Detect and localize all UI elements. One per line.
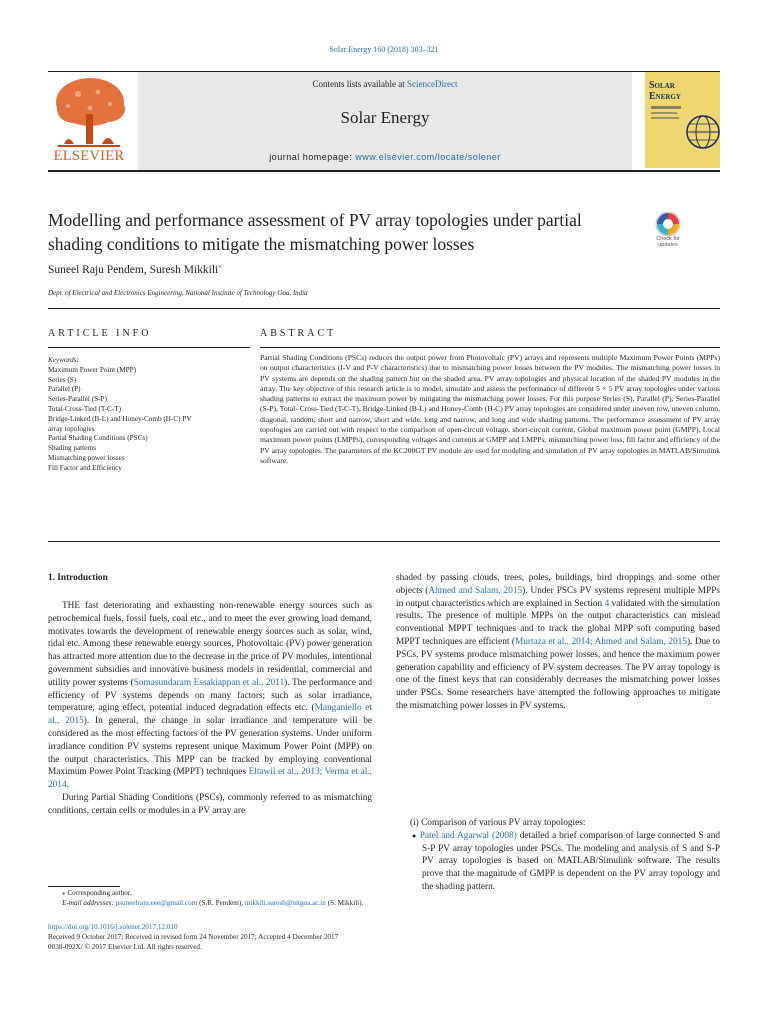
footnotes — [48, 888, 648, 908]
abstract-text: Partial Shading Conditions (PSCs) reduces the output power from Photovoltaic (PV) arrays and represents multiple Maximum Power Points (MPPs) on output characteristics (I-V and P-V characteristics) due to mismatching power losses between the PV modules. The mismatching power losses in PV systems are depends on the shading pattern but on the shaded area, PV array topologies and physical location of the shaded PV modules in the array. The key objective of this research article is to model, simulate and assess the performance of different 5 × 5 PV array topologies under various shading patterns to extract the maximum power by mitigating the mismatching power losses. For this purpose Series (S), Parallel (P), Series-Parallel (S-P), Total- Cross-Tied (T-C-T), Bridge-Linked (B-L) and Honey-Comb (H-C) PV array topologies are considered under uneven row, uneven column, diagonal, random, short and narrow, short and wide, long and narrow, and long and wide shading patterns. The performance assessment of PV array topologies are carried out with respect to the comparison of open-circuit voltage, short-circuit current, Global maximum power point (GMPP), Local maximum power points (LMPPs), corresponding voltages and currents at GMPP and LMPPs, mismatching power loss, fill factor and efficiency of the PV array topologies. The parameters of the KC200GT PV module are used for modeling and simulation of PV array topologies in MATLAB/Simulink software. — [260, 353, 720, 465]
crossmark-label — [645, 236, 691, 248]
email-link[interactable]: psuneelraju.eee@gmail.com — [115, 899, 198, 907]
authors-names: Suneel Raju Pendem, Suresh Mikkili — [48, 263, 219, 276]
keywords-label: Keywords: — [48, 356, 79, 364]
author-list — [48, 262, 222, 276]
abstract-heading: ABSTRACT — [260, 328, 337, 339]
article-info-heading: ARTICLE INFO — [48, 328, 152, 339]
homepage-prefix: journal homepage: — [269, 152, 356, 162]
homepage-link[interactable]: www.elsevier.com/locate/solener — [355, 152, 501, 162]
keyword: Fill Factor and Efficiency — [48, 463, 122, 472]
header-bottom-rule — [48, 170, 720, 172]
text: ). Under PSCs PV systems represent multiple MPPs in output characteristics which are explained in Section — [396, 585, 720, 609]
journal-citation[interactable]: Solar Energy 160 (2018) 303–321 — [329, 45, 439, 54]
paragraph: During Partial Shading Conditions (PSCs), commonly referred to as mismatching conditions, certain cells or modules in a PV array are — [48, 792, 372, 816]
keyword: Series-Parallel (S-P) — [48, 395, 107, 404]
body-column-right — [396, 572, 720, 713]
contents-prefix: Contents lists available at — [312, 79, 407, 89]
paragraph — [48, 600, 372, 792]
text: ). The performance and efficiency of PV systems depends on many factors; such as solar irradiance, temperature, aging effect, potential induced degradation effects etc. ( — [48, 677, 373, 714]
body-column-left — [48, 600, 372, 818]
corresponding-author-mark[interactable]: ⁎ — [218, 262, 222, 270]
copyright: 0038-092X/ © 2017 Elsevier Ltd. All rights reserved. — [48, 943, 202, 951]
journal-title: Solar Energy — [340, 108, 430, 127]
keyword: Shading patterns — [48, 444, 97, 453]
section-link[interactable]: 4 — [604, 598, 610, 609]
received-dates: Received 9 October 2017; Received in revised form 24 November 2017; Accepted 4 December 2017 — [48, 933, 339, 941]
publisher-logo-text: ELSEVIER — [53, 148, 125, 164]
cover-title — [649, 80, 681, 102]
keyword: array topologies — [48, 424, 95, 433]
reference-link[interactable]: Manganiello et al., 2015 — [48, 703, 372, 727]
cover-title-line-2: Energy — [649, 91, 681, 102]
reference-link[interactable]: Patel and Agarwal (2008) — [419, 830, 517, 841]
text: shaded by passing clouds, trees, poles, buildings, bird droppings and some other objects ( — [396, 573, 720, 596]
text: ⁎ — [62, 889, 66, 897]
text: Corresponding author. — [65, 889, 132, 897]
text: . — [66, 780, 69, 791]
keyword: Parallel (P) — [48, 385, 81, 394]
divider — [48, 308, 720, 309]
text: ). Due to PSCs, PV systems produce mismatching power losses, and hence the maximum power generation capability and efficiency of PV system decreases. The PV array topology is one of the finest keys that can considerably decreases the mismatching power losses under PSCs. Some researchers have attempted the following approaches to mitigate the mismatching power losses in PV systems. — [396, 636, 721, 711]
cover-globe-icon — [645, 102, 720, 168]
keyword: Maximum Power Point (MPP) — [48, 365, 137, 374]
bullet-icon: ● — [412, 831, 417, 840]
crossmark-icon[interactable] — [651, 211, 685, 257]
reference-link[interactable]: Murtaza et al., 2014; Ahmed and Salam, 2015 — [515, 636, 687, 647]
divider — [48, 541, 720, 542]
reference-link[interactable]: Ahmed and Salam, 2015 — [428, 585, 523, 596]
title-line-1: Modelling and performance assessment of PV array topologies under partial — [48, 210, 582, 230]
crossmark-line-2: updates — [658, 242, 678, 248]
text: validated with the simulation results. The presence of multiple MPPs on the output characteristics can mislead conventional MPPT techniques and to track the global MPP soft computing based MPPT techniques are efficient ( — [396, 598, 720, 647]
corresponding-author-note — [48, 888, 648, 898]
crossmark-line-1: Check for — [656, 236, 680, 242]
list-heading: (i) Comparison of various PV array topologies: — [410, 818, 586, 828]
topology-list — [396, 817, 720, 894]
keyword: Mismatching power losses — [48, 453, 125, 462]
keyword: Series (S) — [48, 375, 77, 384]
divider — [260, 347, 720, 348]
list-item — [396, 830, 720, 894]
keywords-list — [48, 356, 254, 474]
section-heading: 1. Introduction — [48, 573, 108, 583]
reference-link[interactable]: Eltawil et al., 2013; Verma et al., 2014 — [48, 767, 372, 791]
keyword: Total-Cross-Tied (T-C-T) — [48, 404, 122, 413]
footnote-rule — [48, 886, 120, 887]
sciencedirect-link[interactable]: ScienceDirect — [407, 79, 458, 89]
journal-homepage-line — [138, 152, 632, 162]
affiliation: Dept. of Electrical and Electronics Engineering, National Institute of Technology Goa, India — [48, 289, 308, 297]
title-line-2: shading conditions to mitigate the mismatching power losses — [48, 234, 475, 254]
text: E-mail addresses: — [62, 899, 116, 907]
contents-line — [138, 79, 632, 89]
text: (S.R. Pendem), — [197, 899, 245, 907]
text: THE fast deteriorating and exhausting non-renewable energy sources such as petrochemical fuels, fossil fuels, coal etc., and to meet the ever growing load demand, motivates towards the development of renewable energy sources such as solar, wind, tidal etc. Among these renewable energy sources, Photovoltaic (PV) power generation has attracted more attention due to the decrease in the price of PV modules, intentional government subsidies and innovative business models in residential, commercial and utility power systems ( — [48, 601, 372, 688]
publication-info — [48, 922, 648, 952]
text: (S. Mikkili). — [325, 899, 364, 907]
journal-cover-image[interactable] — [645, 72, 720, 168]
email-link[interactable]: mikkili.suresh@nitgoa.ac.in — [244, 899, 326, 907]
email-addresses — [48, 898, 648, 908]
cover-title-line-1: Solar — [649, 80, 675, 91]
keyword: Bridge-Linked (B-L) and Honey-Comb (H-C) PV — [48, 414, 192, 423]
paragraph — [396, 572, 720, 713]
keyword: Partial Shading Conditions (PSCs) — [48, 434, 148, 443]
text: detailed a brief comparison of large connected S and S-P PV array topologies under PSCs. The modeling and analysis of S and S-P PV array topologies is based on MATLAB/Simulink software. The results prove that the magnitude of GMPP is dependent on the PV array topology and the shading pattern. — [422, 830, 720, 892]
text: ). In general, the change in solar irradiance and temperature will be considered as the most effecting factors of the PV generation systems. Under uniform irradiance condition PV systems represent unique Maximum Power Point (MPP) on the output characteristics. This MPP can be tracked by employing conventional Maximum Power Point Tracking (MPPT) techniques — [48, 716, 373, 778]
doi-link[interactable]: https://doi.org/10.1016/j.solener.2017.12.010 — [48, 923, 178, 931]
reference-link[interactable]: Somasundaram Essakiappan et al., 2011 — [133, 677, 285, 688]
article-title — [48, 208, 638, 256]
divider — [48, 347, 250, 348]
